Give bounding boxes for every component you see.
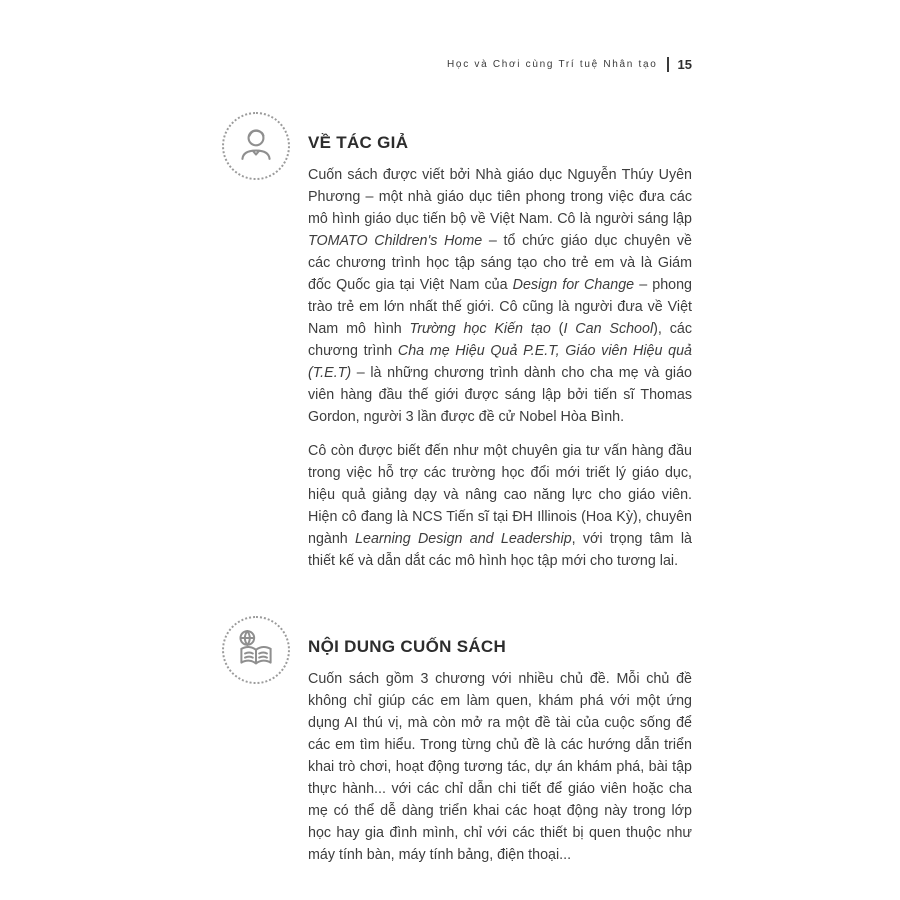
- section-book-contents: [222, 616, 692, 866]
- running-title: Học và Chơi cùng Trí tuệ Nhân tạo: [447, 59, 658, 70]
- author-icon-circle: [222, 112, 290, 180]
- section-about-author: [222, 112, 692, 572]
- open-book-globe-icon: [234, 627, 278, 674]
- page-content: [222, 112, 692, 878]
- author-avatar-icon: [235, 123, 277, 170]
- header-divider: [667, 57, 669, 72]
- section-heading-book-contents: NỘI DUNG CUỐN SÁCH: [308, 637, 507, 656]
- book-contents-paragraph: Cuốn sách gồm 3 chương với nhiều chủ đề. Mỗi chủ đề không chỉ giúp các em làm quen, khám phá với một ứng dụng AI thú vị, mà còn mở ra một đề tài của cuộc sống để các em tìm hiểu. Trong từng chủ đề là các hướng dẫn triển khai trò chơi, hoạt động tương tác, dự án khám phá, bài tập thực hành... với các chỉ dẫn chi tiết để giáo viên hoặc cha mẹ có thể dễ dàng triển khai các hoạt động này trong lớp học hay gia đình mình, chỉ với các thiết bị quen thuộc như máy tính bàn, máy tính bảng, điện thoại...: [308, 671, 692, 863]
- about-author-paragraph-1: Cuốn sách được viết bởi Nhà giáo dục Nguyễn Thúy Uyên Phương – một nhà giáo dục tiên phong trong việc đưa các mô hình giáo dục tiến bộ về Việt Nam. Cô là người sáng lập TOMATO Children's Home – tổ chức giáo dục chuyên về các chương trình học tập sáng tạo cho trẻ em và là Giám đốc Quốc gia tại Việt Nam của Design for Change – phong trào trẻ em lớn nhất thế giới. Cô cũng là người đưa về Việt Nam mô hình Trường học Kiến tạo (I Can School), các chương trình Cha mẹ Hiệu Quả P.E.T, Giáo viên Hiệu quả (T.E.T) – là những chương trình dành cho cha mẹ và giáo viên hàng đầu thế giới được sáng lập bởi tiến sĩ Thomas Gordon, người 3 lần được đề cử Nobel Hòa Bình.: [308, 167, 693, 425]
- section-heading-about-author: VỀ TÁC GIẢ: [308, 133, 409, 152]
- book-contents-icon-circle: [222, 616, 290, 684]
- page-number: 15: [677, 57, 692, 72]
- about-author-paragraph-2: Cô còn được biết đến như một chuyên gia tư vấn hàng đầu trong việc hỗ trợ các trường học đổi mới triết lý giáo dục, hiệu quả giảng dạy và nâng cao năng lực cho giáo viên. Hiện cô đang là NCS Tiến sĩ tại ĐH Illinois (Hoa Kỳ), chuyên ngành Learning Design and Leadership, với trọng tâm là thiết kế và dẫn dắt các mô hình học tập mới cho tương lai.: [308, 443, 693, 569]
- page-header: [0, 57, 692, 72]
